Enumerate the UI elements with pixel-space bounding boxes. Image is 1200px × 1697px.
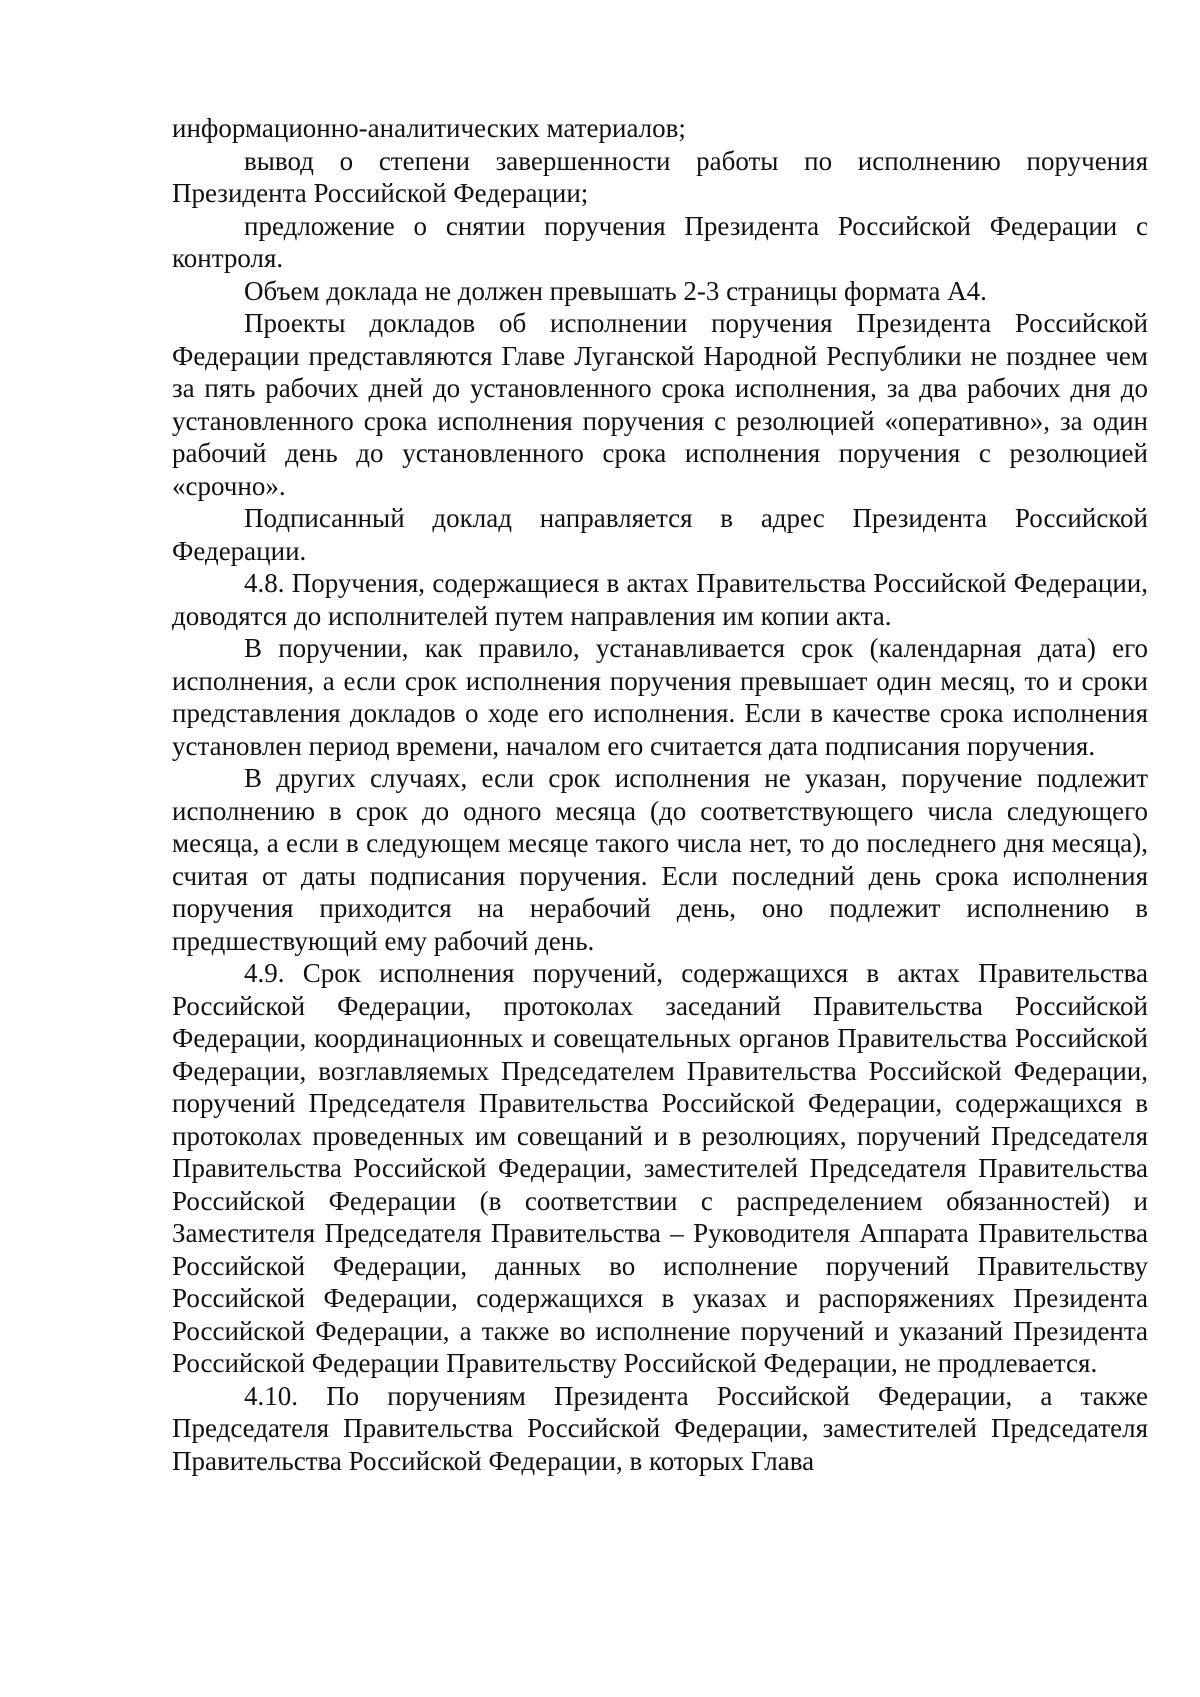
paragraph-section-4-8: 4.8. Поручения, содержащиеся в актах Правительства Российской Федерации, доводятся до исполнителей путем направления им копии акта. <box>172 568 1148 631</box>
paragraph-signed-report: Подписанный доклад направляется в адрес Президента Российской Федерации. <box>172 503 1148 566</box>
paragraph-list-item-materials: информационно-аналитических материалов; <box>172 113 686 143</box>
paragraph-list-item-conclusion: вывод о степени завершенности работы по исполнению поручения Президента Российской Федерации; <box>172 145 1148 208</box>
paragraph-section-4-10: 4.10. По поручениям Президента Российской Федерации, а также Председателя Правительства Российской Федерации, заместителей Председателя Правительства Российской Федерации, в которых Глава <box>172 1380 1148 1476</box>
paragraph-report-drafts: Проекты докладов об исполнении поручения Президента Российской Федерации представляются Главе Луганской Народной Республики не позднее чем за пять рабочих дней до установленного срока исполнения, за два рабочих дня до установленного срока исполнения поручения с резолюцией «оперативно», за один рабочий день до установленного срока исполнения поручения с резолюцией «срочно». <box>172 308 1148 501</box>
paragraph-deadline-rules: В поручении, как правило, устанавливается срок (календарная дата) его исполнения, а если срок исполнения поручения превышает один месяц, то и сроки представления докладов о ходе его исполнения. Если в качестве срока исполнения установлен период времени, началом его считается дата подписания поручения. <box>172 633 1148 761</box>
document-page <box>172 112 1148 1477</box>
paragraph-other-cases: В других случаях, если срок исполнения не указан, поручение подлежит исполнению в срок до одного месяца (до соответствующего числа следующего месяца, а если в следующем месяце такого числа нет, то до последнего дня месяца), считая от даты подписания поручения. Если последний день срока исполнения поручения приходится на нерабочий день, оно подлежит исполнению в предшествующий ему рабочий день. <box>172 763 1148 956</box>
paragraph-list-item-proposal: предложение о снятии поручения Президента Российской Федерации с контроля. <box>172 210 1148 273</box>
paragraph-section-4-9: 4.9. Срок исполнения поручений, содержащихся в актах Правительства Российской Федерации, протоколах заседаний Правительства Российской Федерации, координационных и совещательных органов Правительства Российской Федерации, возглавляемых Председателем Правительства Российской Федерации, поручений Председателя Правительства Российской Федерации, содержащихся в протоколах проведенных им совещаний и в резолюциях, поручений Председателя Правительства Российской Федерации, заместителей Председателя Правительства Российской Федерации (в соответствии с распределением обязанностей) и Заместителя Председателя Правительства – Руководителя Аппарата Правительства Российской Федерации, данных во исполнение поручений Правительству Российской Федерации, содержащихся в указах и распоряжениях Президента Российской Федерации, а также во исполнение поручений и указаний Президента Российской Федерации Правительству Российской Федерации, не продлевается. <box>172 958 1148 1378</box>
paragraph-report-volume: Объем доклада не должен превышать 2-3 страницы формата А4. <box>244 275 987 306</box>
